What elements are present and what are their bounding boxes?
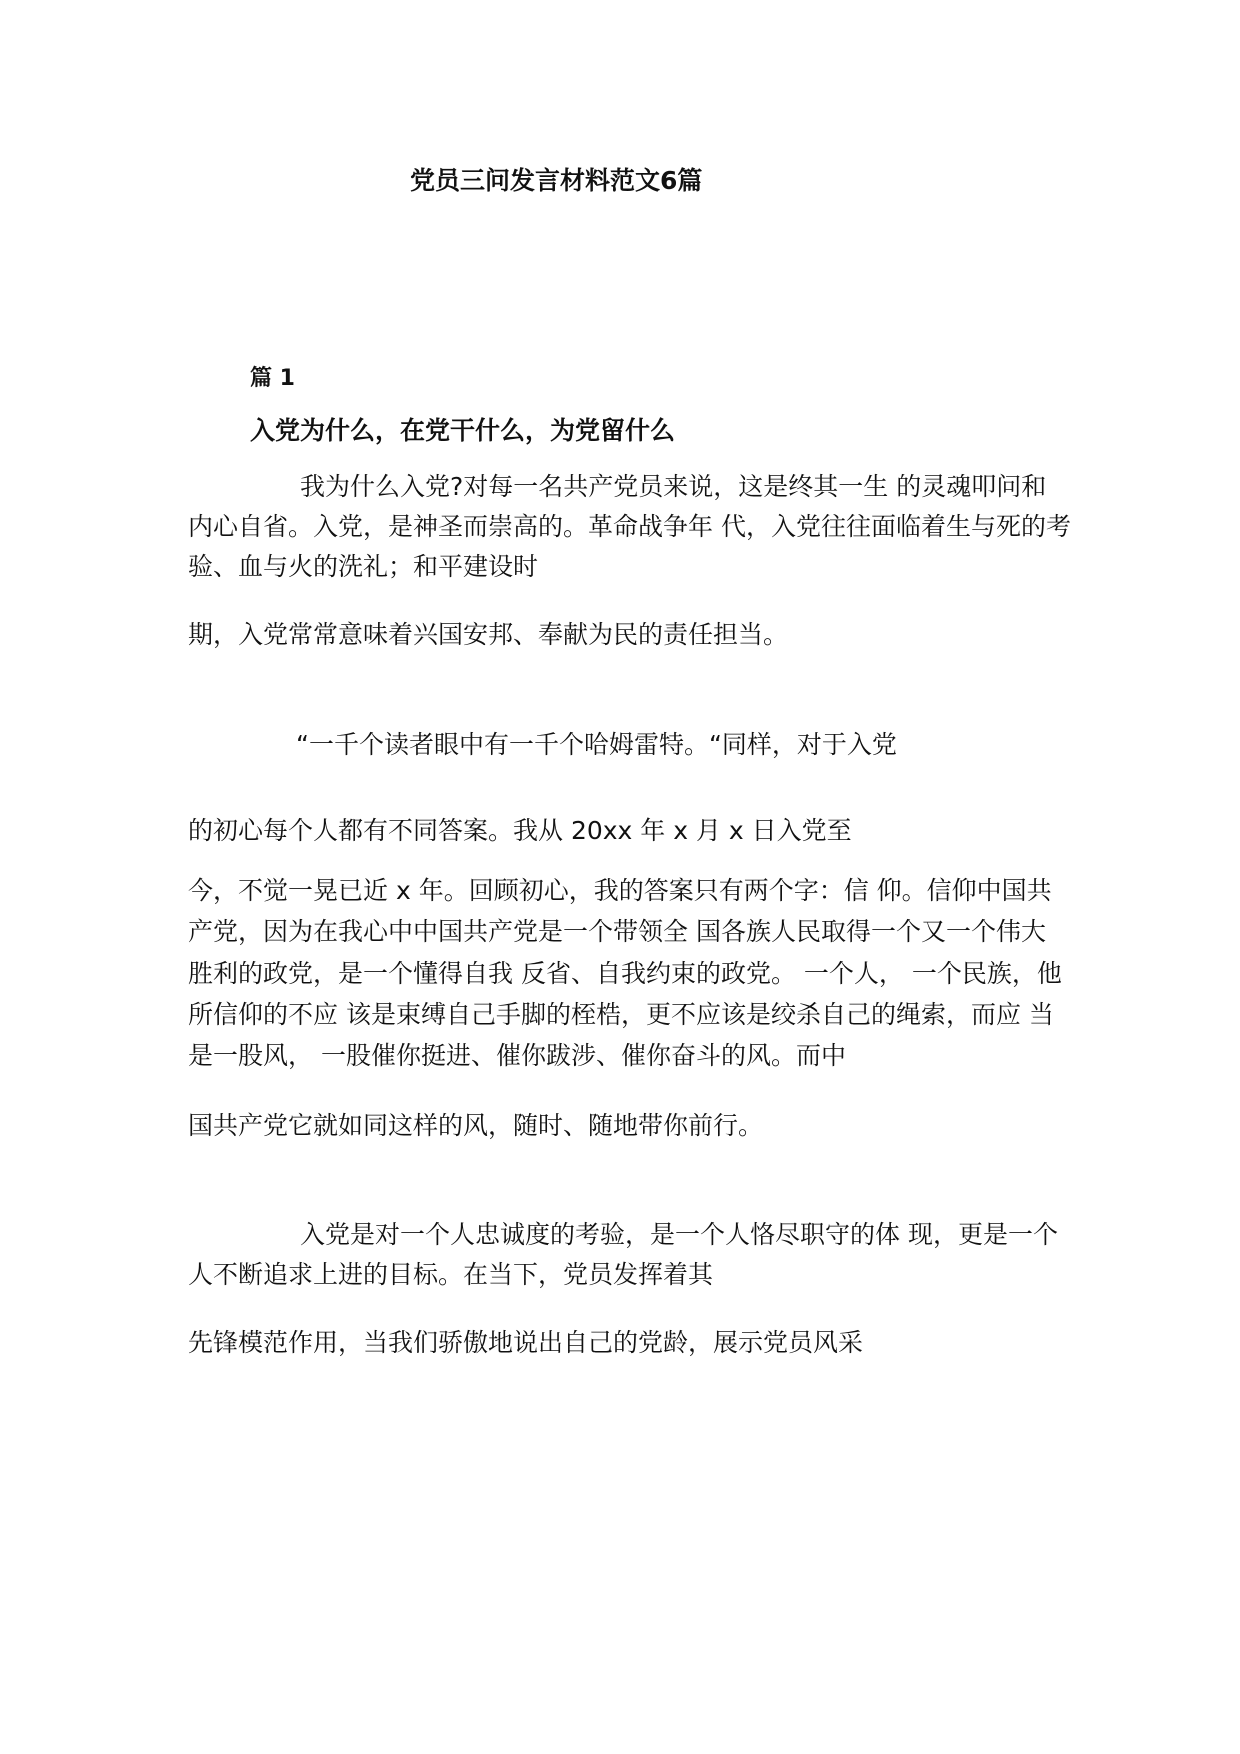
- body-line: “一千个读者眼中有一千个哈姆雷特。“同样，对于入党: [296, 730, 897, 759]
- chapter-label: 篇 1: [250, 366, 295, 391]
- document-title: 党员三问发言材料范文6篇: [410, 166, 703, 195]
- body-line: 先锋模范作用，当我们骄傲地说出自己的党龄，展示党员风采: [188, 1328, 864, 1357]
- body-line: 期，入党常常意味着兴国安邦、奉献为民的责任担当。: [188, 620, 789, 649]
- body-line: 入党是对一个人忠诚度的考验，是一个人恪尽职守的体 现，更是一个: [300, 1220, 1058, 1249]
- body-line: 国共产党它就如同这样的风，随时、随地带你前行。: [188, 1111, 764, 1140]
- body-line: 所信仰的不应 该是束缚自己手脚的桎梏，更不应该是绞杀自己的绳索，而应 当: [188, 1000, 1054, 1029]
- body-line: 是一股风， 一股催你挺进、催你跋涉、催你奋斗的风。而中: [188, 1041, 846, 1070]
- body-line: 的初心每个人都有不同答案。我从 20xx 年 x 月 x 日入党至: [188, 816, 852, 845]
- body-line: 验、血与火的洗礼；和平建设时: [188, 552, 539, 581]
- body-line: 今，不觉一晃已近 x 年。回顾初心，我的答案只有两个字：信 仰。信仰中国共: [188, 876, 1052, 905]
- section-heading: 入党为什么，在党干什么，为党留什么: [250, 416, 676, 445]
- body-line: 内心自省。入党，是神圣而崇高的。革命战争年 代，入党往往面临着生与死的考: [188, 512, 1071, 541]
- body-line: 胜利的政党，是一个懂得自我 反省、自我约束的政党。 一个人， 一个民族，他: [188, 959, 1062, 988]
- body-line: 产党，因为在我心中中国共产党是一个带领全 国各族人民取得一个又一个伟大: [188, 917, 1046, 946]
- body-line: 人不断追求上进的目标。在当下，党员发挥着其: [188, 1260, 714, 1289]
- body-line: 我为什么入党?对每一名共产党员来说，这是终其一生 的灵魂叩问和: [300, 472, 1047, 501]
